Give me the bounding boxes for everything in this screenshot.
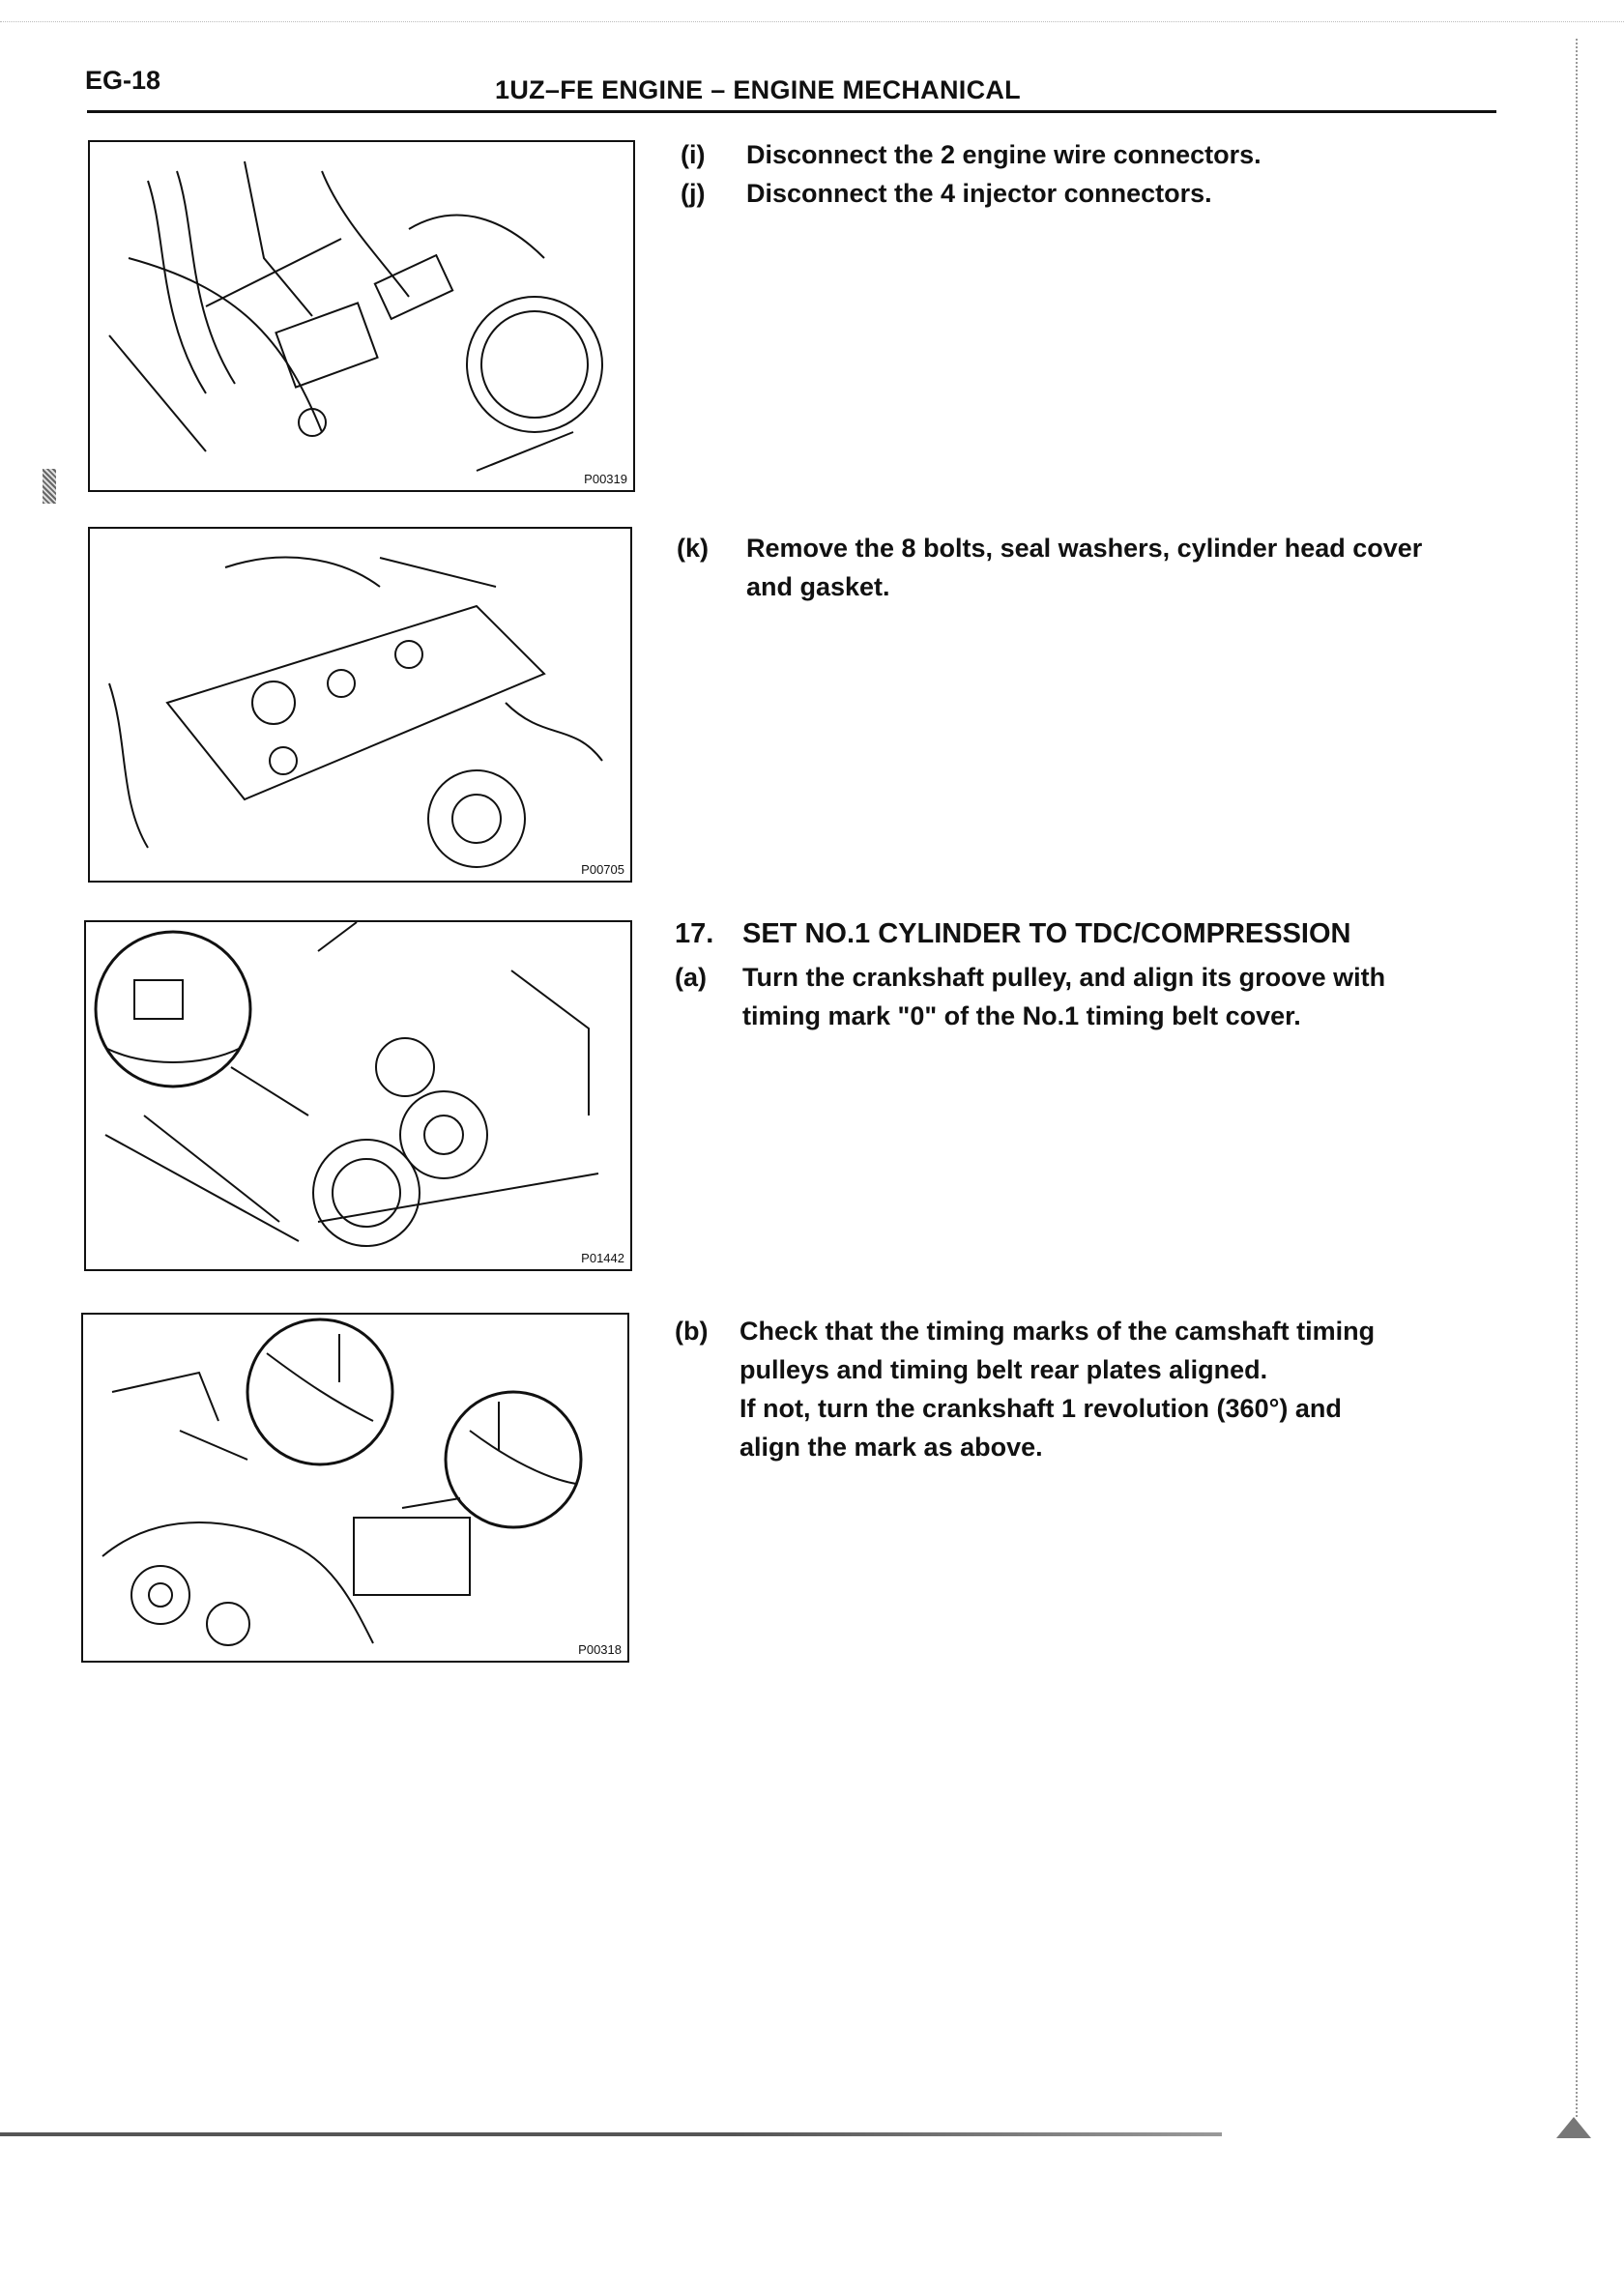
step-text-line: pulleys and timing belt rear plates aligned. (740, 1355, 1268, 1384)
step-text-line: timing mark "0" of the No.1 timing belt cover. (742, 1001, 1301, 1030)
margin-mark (43, 469, 56, 504)
step-label: (j) (681, 179, 706, 208)
page-number: EG-18 (85, 66, 161, 95)
scan-edge (0, 21, 1624, 22)
step-text-line: Turn the crankshaft pulley, and align its groove with (742, 963, 1386, 992)
step-text-line: If not, turn the crankshaft 1 revolution (360°) and (740, 1394, 1342, 1423)
figure-label: P00318 (578, 1642, 622, 1657)
step-text-line: Remove the 8 bolts, seal washers, cylinder head cover (746, 534, 1423, 563)
figure-camshaft-timing-marks (81, 1313, 629, 1663)
page-right-border (1576, 39, 1578, 2117)
figure-crankshaft-pulley (84, 920, 632, 1271)
page-title: 1UZ–FE ENGINE – ENGINE MECHANICAL (495, 75, 1021, 104)
step-text-line: and gasket. (746, 572, 890, 601)
step-label: (b) (675, 1317, 709, 1346)
step-text: Disconnect the 4 injector connectors. (746, 179, 1212, 208)
section-number: 17. (675, 918, 714, 949)
corner-mark (1556, 2117, 1591, 2138)
section-title: SET NO.1 CYLINDER TO TDC/COMPRESSION (742, 918, 1351, 949)
step-text-line: Check that the timing marks of the camshaft timing (740, 1317, 1376, 1346)
step-text: Disconnect the 2 engine wire connectors. (746, 140, 1262, 169)
step-label: (k) (677, 534, 709, 563)
step-label: (a) (675, 963, 707, 992)
step-text-line: align the mark as above. (740, 1433, 1043, 1462)
header-rule (87, 110, 1496, 113)
step-label: (i) (681, 140, 706, 169)
figure-label: P01442 (581, 1251, 624, 1265)
figure-label: P00319 (584, 472, 627, 486)
figure-cylinder-head-cover (88, 527, 632, 883)
figure-label: P00705 (581, 862, 624, 877)
footer-rule (0, 2132, 1222, 2136)
figure-engine-connectors (88, 140, 635, 492)
